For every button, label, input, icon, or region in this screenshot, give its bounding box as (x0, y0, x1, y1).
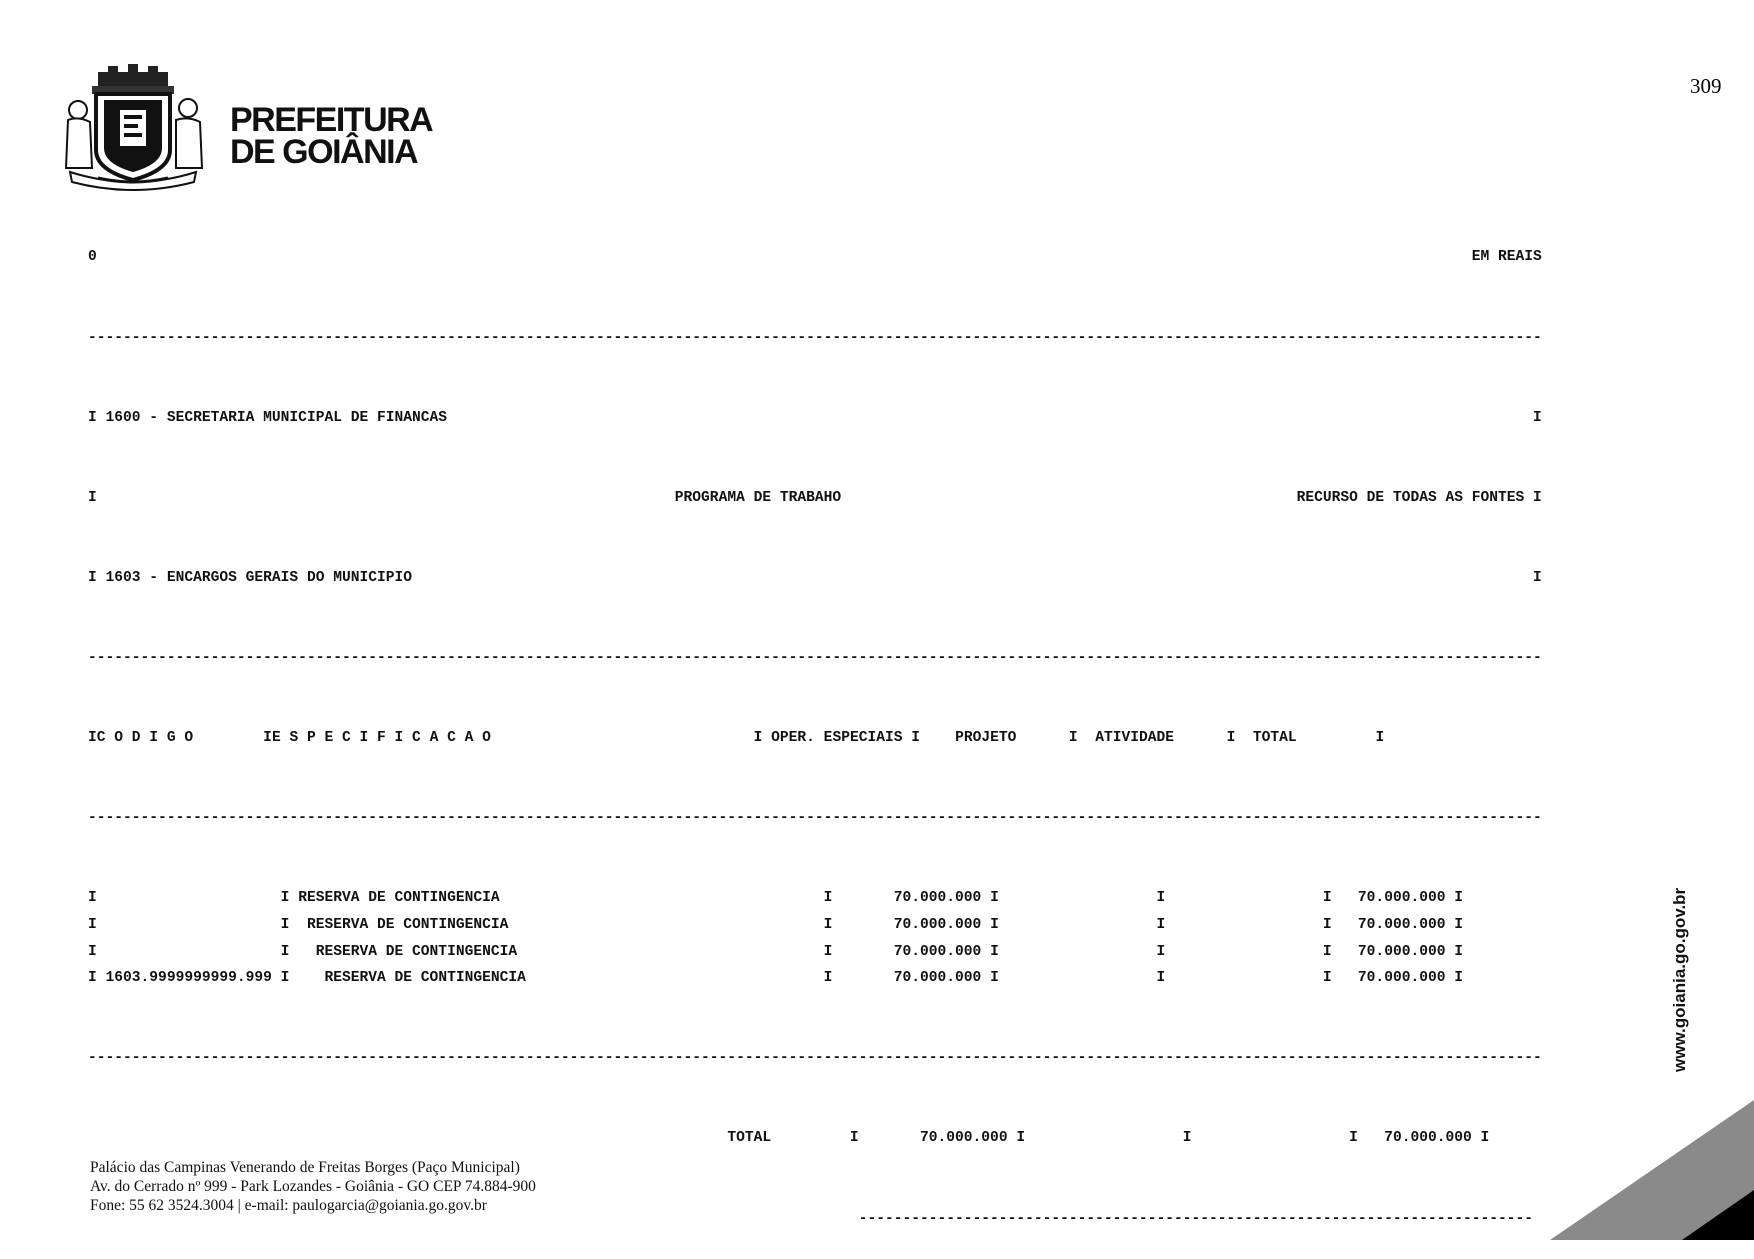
row-spec: RESERVA DE CONTINGENCIA (306, 916, 509, 933)
total-label: TOTAL (727, 1130, 772, 1147)
table-row: I I RESERVA DE CONTINGENCIA I 70.000.000 I I I 70.000.000 I (88, 890, 1464, 907)
row-total: 70.000.000 (1340, 916, 1446, 933)
corner-decoration (1550, 1100, 1754, 1240)
logo-line-1: PREFEITURA (230, 101, 433, 139)
footer-line-1: Palácio das Campinas Venerando de Freitas Borges (Paço Municipal) (90, 1159, 520, 1176)
row-code (106, 944, 281, 960)
divider: ---------------------------------------------------------------------------------------------------------------------------------------------------------------------- (88, 810, 1542, 827)
row-code (106, 890, 281, 906)
org-line: I 1600 - SECRETARIA MUNICIPAL DE FINANCAS I (88, 409, 1542, 426)
column-headers: IC O D I G O IE S P E C I F I C A C A O I OPER. ESPECIAIS I PROJETO I ATIVIDADE I TOTAL I (88, 729, 1385, 746)
col-header-projeto: PROJETO (955, 729, 1017, 746)
total-underline: ----------------------------------------------------------------------------- (858, 1210, 1534, 1227)
col-header-atividade: ATIVIDADE (1095, 729, 1175, 746)
row-atividade (1174, 890, 1314, 906)
table-row: I I RESERVA DE CONTINGENCIA I 70.000.000 I I I 70.000.000 I (88, 943, 1464, 960)
city-hall-logo-text (230, 101, 433, 171)
row-total: 70.000.000 (1340, 943, 1446, 960)
row-oper-especiais: 70.000.000 (841, 943, 982, 960)
row-projeto (1008, 970, 1148, 986)
total-total-value: 70.000.000 (1366, 1130, 1472, 1147)
row-oper-especiais: 70.000.000 (841, 970, 982, 987)
city-coat-of-arms-logo (58, 58, 208, 193)
col-header-spec: E S P E C I F I C A C A O (271, 729, 491, 746)
row-atividade (1174, 970, 1314, 986)
program-label: PROGRAMA DE TRABAHO (674, 489, 842, 506)
total-projeto-value (1034, 1130, 1174, 1146)
row-projeto (1008, 917, 1148, 933)
total-oper-value: 70.000.000 (867, 1130, 1008, 1147)
row-oper-especiais: 70.000.000 (841, 916, 982, 933)
row-spec: RESERVA DE CONTINGENCIA (324, 970, 526, 987)
table-row: I 1603.9999999999.999 I RESERVA DE CONTINGENCIA I 70.000.000 I I I 70.000.000 I (88, 970, 1464, 987)
budget-report (88, 191, 1542, 1259)
total-row: TOTAL I 70.000.000 I I I 70.000.000 I (727, 1130, 1490, 1147)
page-number: 309 (1690, 74, 1722, 98)
row-atividade (1174, 917, 1314, 933)
table-row: I I RESERVA DE CONTINGENCIA I 70.000.000 I I I 70.000.000 I (88, 916, 1464, 933)
unit-org-name: 1603 - ENCARGOS GERAIS DO MUNICIPIO (105, 569, 413, 586)
divider: ---------------------------------------------------------------------------------------------------------------------------------------------------------------------- (88, 329, 1542, 346)
row-code (106, 917, 281, 933)
row-code: 1603.9999999999.999 (105, 970, 281, 987)
divider: ---------------------------------------------------------------------------------------------------------------------------------------------------------------------- (88, 649, 1542, 666)
col-header-code: C O D I G O (96, 729, 194, 746)
row-oper-especiais: 70.000.000 (841, 890, 982, 907)
row-total: 70.000.000 (1340, 890, 1446, 907)
row-spec: RESERVA DE CONTINGENCIA (315, 943, 518, 960)
unit-org-line: I 1603 - ENCARGOS GERAIS DO MUNICIPIO I (88, 569, 1542, 586)
col-header-oper: OPER. ESPECIAIS (771, 729, 903, 746)
currency-unit: EM REAIS (1471, 249, 1542, 266)
footer-line-2: Av. do Cerrado nº 999 - Park Lozandes - Goiânia - GO CEP 74.884-900 (90, 1178, 536, 1195)
row-total: 70.000.000 (1340, 970, 1446, 987)
divider: ---------------------------------------------------------------------------------------------------------------------------------------------------------------------- (88, 1050, 1542, 1067)
col-header-total: TOTAL (1252, 729, 1297, 746)
program-line: I PROGRAMA DE TRABAHO RECURSO DE TODAS AS FONTES I (88, 489, 1542, 506)
table-rows (88, 885, 1542, 992)
footer-address (90, 1158, 536, 1215)
row-projeto (1008, 944, 1148, 960)
total-atividade-value (1200, 1130, 1340, 1146)
website-url: www.goiania.go.gov.br (1670, 887, 1689, 1072)
org-name: 1600 - SECRETARIA MUNICIPAL DE FINANCAS (105, 409, 448, 426)
report-top-line (88, 244, 1542, 271)
row-projeto (1008, 890, 1148, 906)
row-atividade (1174, 944, 1314, 960)
row-spec: RESERVA DE CONTINGENCIA (298, 890, 500, 907)
report-top-left-code: 0 (88, 249, 97, 266)
logo-line-2: DE GOIÂNIA (230, 133, 418, 171)
resource-label: RECURSO DE TODAS AS FONTES (1296, 489, 1525, 506)
footer-line-3: Fone: 55 62 3524.3004 | e-mail: paulogarcia@goiania.go.gov.br (90, 1197, 487, 1214)
